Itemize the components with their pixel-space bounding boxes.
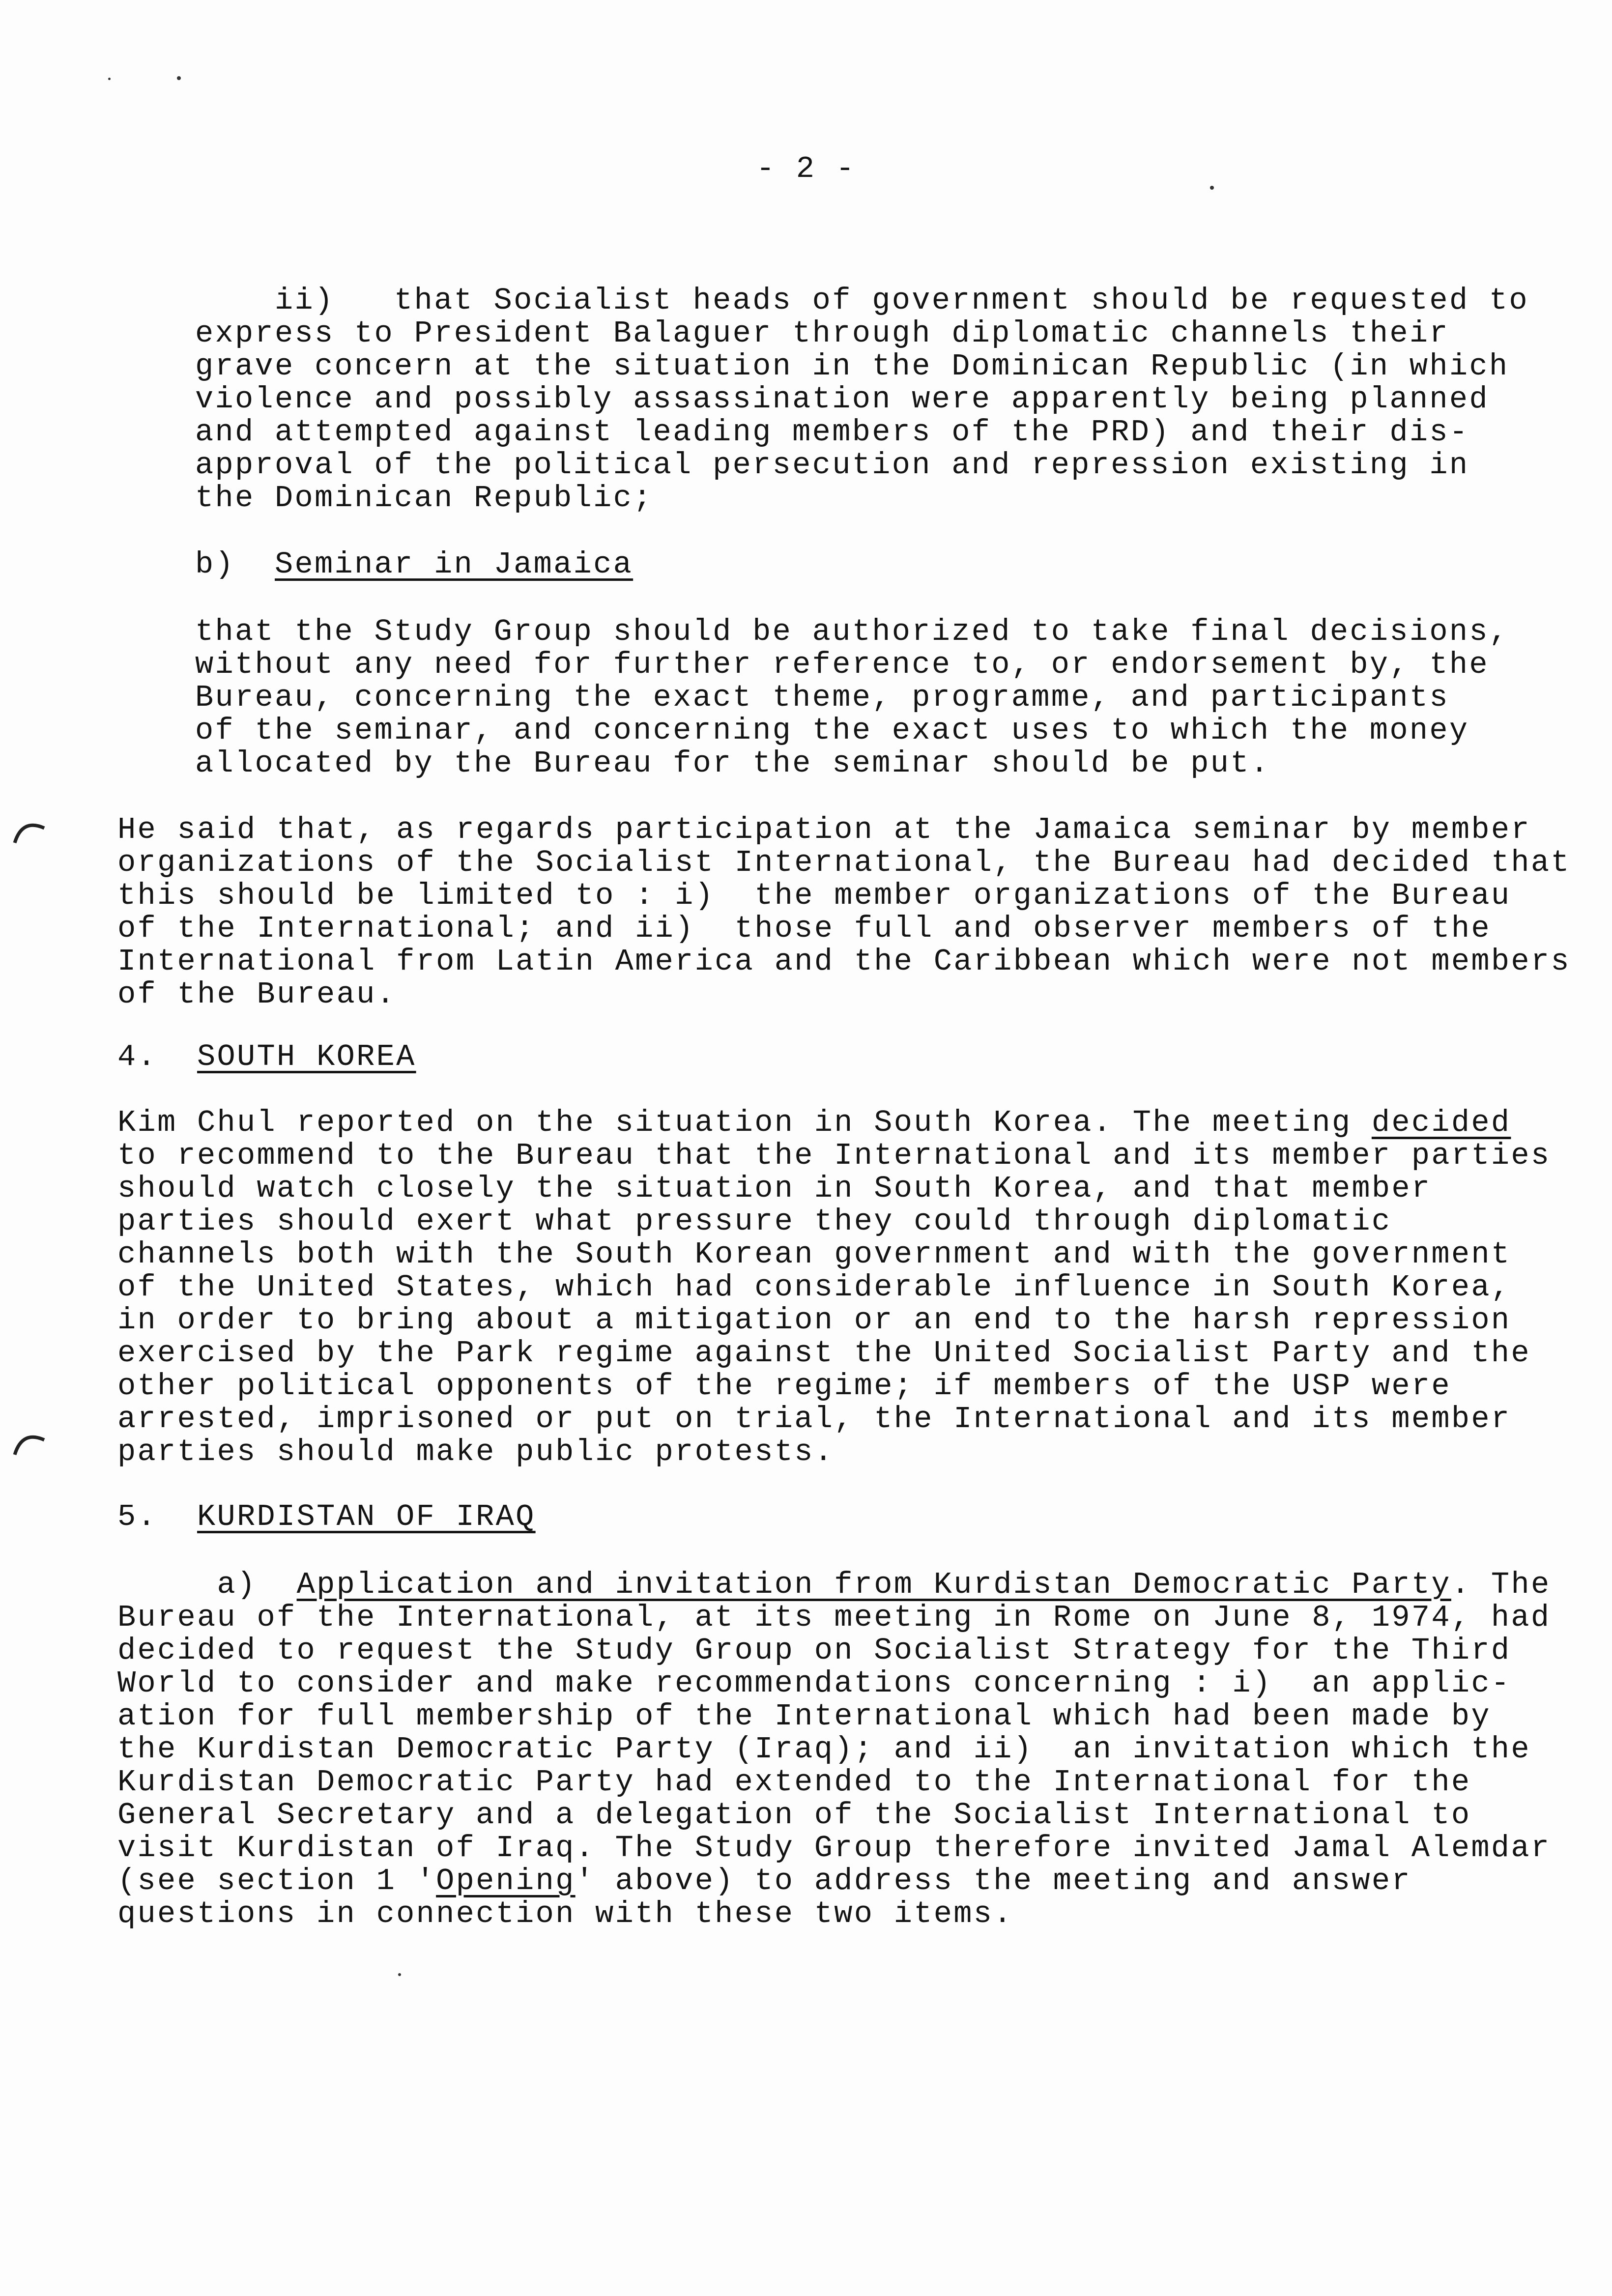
speck <box>108 78 111 80</box>
text-line: allocated by the Bureau for the seminar should be put. <box>195 746 1270 781</box>
text-line: questions in connection with these two items. <box>117 1896 1013 1931</box>
text-line: parties should exert what pressure they could through diplomatic <box>117 1204 1392 1239</box>
text-segment: b) <box>195 547 275 582</box>
text-line: channels both with the South Korean government and with the government <box>117 1237 1511 1272</box>
text-line: that the Study Group should be authorized to take final decisions, <box>195 614 1509 649</box>
text-line: arrested, imprisoned or put on trial, the International and its member <box>117 1402 1511 1436</box>
text-line: Bureau of the International, at its meeting in Rome on June 8, 1974, had <box>117 1600 1551 1635</box>
text-line <box>117 1865 1551 1897</box>
text-segment: 5. <box>117 1499 198 1534</box>
text-line: and attempted against leading members of the PRD) and their dis- <box>195 415 1469 450</box>
text-line: other political opponents of the regime; if members of the USP were <box>117 1369 1451 1404</box>
para-participation <box>117 813 1571 1011</box>
underlined-text: KURDISTAN OF IRAQ <box>197 1499 536 1534</box>
text-line: World to consider and make recommendations concerning : i) an applic- <box>117 1666 1511 1701</box>
underlined-text: SOUTH KOREA <box>197 1039 416 1074</box>
text-line <box>117 1500 536 1533</box>
text-line: grave concern at the situation in the Dominican Republic (in which <box>195 349 1509 384</box>
text-line: ation for full membership of the International which had been made by <box>117 1699 1491 1734</box>
text-line: in order to bring about a mitigation or an end to the harsh repression <box>117 1303 1511 1338</box>
speck <box>1210 186 1214 190</box>
text-line: exercised by the Park regime against the United Socialist Party and the <box>117 1336 1531 1371</box>
text-line <box>117 1106 1551 1139</box>
underlined-text: Opening <box>436 1864 576 1898</box>
margin-bracket-mark <box>10 1428 54 1457</box>
para-south-korea <box>117 1106 1551 1468</box>
para-study-group <box>195 615 1509 780</box>
text-segment: 4. <box>117 1039 198 1074</box>
text-segment: ' above) to address the meeting and answer <box>575 1864 1411 1898</box>
text-line <box>195 548 633 581</box>
speck <box>398 1973 401 1976</box>
text-line: of the seminar, and concerning the exact uses to which the money <box>195 713 1469 748</box>
text-line: the Dominican Republic; <box>195 481 653 516</box>
para-heads-of-government <box>195 284 1529 515</box>
heading-south-korea <box>117 1040 416 1073</box>
margin-bracket-mark <box>10 816 54 845</box>
speck <box>177 76 181 80</box>
heading-seminar-jamaica <box>195 548 633 581</box>
page-number: - 2 - <box>756 151 856 186</box>
text-line: of the United States, which had considerable influence in South Korea, <box>117 1270 1511 1305</box>
text-line: to recommend to the Bureau that the International and its member parties <box>117 1138 1551 1173</box>
text-line: of the International; and ii) those full and observer members of the <box>117 911 1491 946</box>
text-line: He said that, as regards participation at the Jamaica seminar by member <box>117 812 1531 847</box>
text-line: ii) that Socialist heads of government should be requested to <box>195 283 1529 318</box>
text-segment: (see section 1 ' <box>117 1864 436 1898</box>
text-line: Bureau, concerning the exact theme, programme, and participants <box>195 680 1449 715</box>
text-line: parties should make public protests. <box>117 1435 835 1469</box>
text-segment: . The <box>1451 1567 1551 1602</box>
text-line: this should be limited to : i) the member organizations of the Bureau <box>117 878 1511 913</box>
text-segment: a) <box>117 1567 297 1602</box>
text-line: of the Bureau. <box>117 977 397 1012</box>
text-line: approval of the political persecution and repression existing in <box>195 448 1469 483</box>
text-line <box>117 1568 1551 1601</box>
underlined-text: Application and invitation from Kurdistan Democratic Party <box>296 1567 1451 1602</box>
para-kurdistan <box>117 1568 1551 1930</box>
text-line: visit Kurdistan of Iraq. The Study Group therefore invited Jamal Alemdar <box>117 1831 1551 1866</box>
text-line: express to President Balaguer through diplomatic channels their <box>195 316 1449 351</box>
text-line: without any need for further reference to, or endorsement by, the <box>195 647 1489 682</box>
text-line: decided to request the Study Group on Socialist Strategy for the Third <box>117 1633 1511 1668</box>
text-segment: Kim Chul reported on the situation in South Korea. The meeting <box>117 1105 1372 1140</box>
text-line: General Secretary and a delegation of the Socialist International to <box>117 1798 1471 1833</box>
text-line: the Kurdistan Democratic Party (Iraq); and ii) an invitation which the <box>117 1732 1531 1767</box>
text-line: violence and possibly assassination were apparently being planned <box>195 382 1489 417</box>
heading-kurdistan <box>117 1500 536 1533</box>
text-line: Kurdistan Democratic Party had extended to the International for the <box>117 1765 1471 1800</box>
text-line: International from Latin America and the Caribbean which were not members <box>117 944 1571 979</box>
underlined-text: Seminar in Jamaica <box>275 547 633 582</box>
underlined-text: decided <box>1371 1105 1511 1140</box>
text-line <box>117 1040 416 1073</box>
text-line: should watch closely the situation in South Korea, and that member <box>117 1171 1432 1206</box>
text-line: organizations of the Socialist International, the Bureau had decided that <box>117 845 1571 880</box>
